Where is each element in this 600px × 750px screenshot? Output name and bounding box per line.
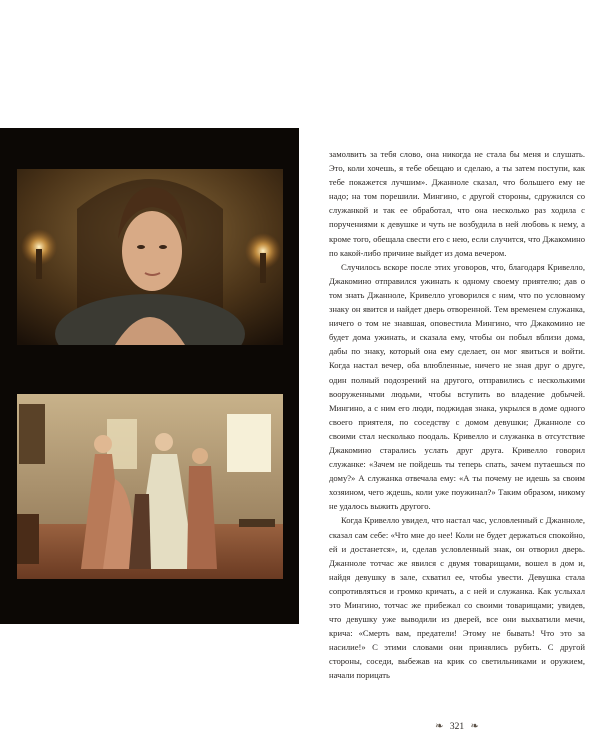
paragraph: Когда Кривелло увидел, что настал час, условленный с Джанноле, сказал сам себе: «Что мне до нее! Коли не будет держаться спокойно, ей и достанется», и, сделав условленный знак, он отворил дверь. Джанноле тотчас же явился с двумя товарищами, вошел в дом и, найдя девушку в зале, схватил ее, чтобы увести. Девушка стала сопротивляться и громко кричать, а с ней и служанка. Как услыхал это Мингино, тотчас же прибежал со своими товарищами; увидев, что девушку уже выводили из дверей, все они выхватили мечи, крича: «Смерть вам, предатели! Этому не бывать! Что это за насилие!» С этими словами они принялись рубить. С другой стороны, соседи, выбежав на крик со светильниками и оружием, начали порицать [329, 515, 585, 681]
scene-photo [17, 394, 283, 579]
paragraph: Случилось вскоре после этих уговоров, что, благодаря Кривелло, Джакомино отправился ужинать к одному своему приятелю; дав о том знать Джанноле, Кривелло уговорился с ним, что по условному знаку он явится и найдет дверь отворенной. Тем временем служанка, ничего о том не знавшая, оповестила Мингино, что Джакомино не будет дома ужинать, и сказала ему, чтобы он побыл вблизи дома, дабы по знаку, который она ему сделает, он мог явиться и войти. Когда настал вечер, оба влюбленные, ничего не зная друг о друге, один полный подозрений на другого, отправились с несколькими вооруженными людьми, чтобы вступить во владение добычей. Мингино, а с ним его люди, поджидая знака, укрылся в доме одного своего приятеля, по соседству с домом девушки; Джанноле со своими стал несколько поодаль. Кривелло и служанка в отсутствие Джакомино старались услать друг друга. Кривелло говорил служанке: «Зачем не пойдешь ты теперь спать, зачем путаешься по дому?» А служанка отвечала ему: «А ты почему не идешь за своим хозяином, чего ждешь, коли уже поужинал?» Таким образом, никому не удалось выжить другого. [329, 261, 585, 512]
page-footer [329, 721, 585, 732]
portrait-photo [17, 169, 283, 345]
right-ornament-icon: ❧ [470, 721, 479, 732]
left-ornament-icon: ❧ [435, 721, 444, 732]
page-number: 321 [449, 722, 465, 732]
paragraph: замолвить за тебя слово, она никогда не стала бы меня и слушать. Это, коли хочешь, я тебе обещаю и сделаю, а ты затем поступи, как тебе покажется лучшим». Джанноле сказал, что большего ему не надо; на том порешили. Мингино, с другой стороны, сдружился со служанкой и так ее обработал, что она несколько раз ходила с поручениями к девушке и чуть не возбудила в ней любовь к нему, а кроме того, обещала свести его с нею, если случится, что Джакомино по какой-либо причине выйдет из дома вечером. [329, 149, 585, 258]
photo-panel [0, 128, 299, 624]
body-text [329, 147, 585, 683]
